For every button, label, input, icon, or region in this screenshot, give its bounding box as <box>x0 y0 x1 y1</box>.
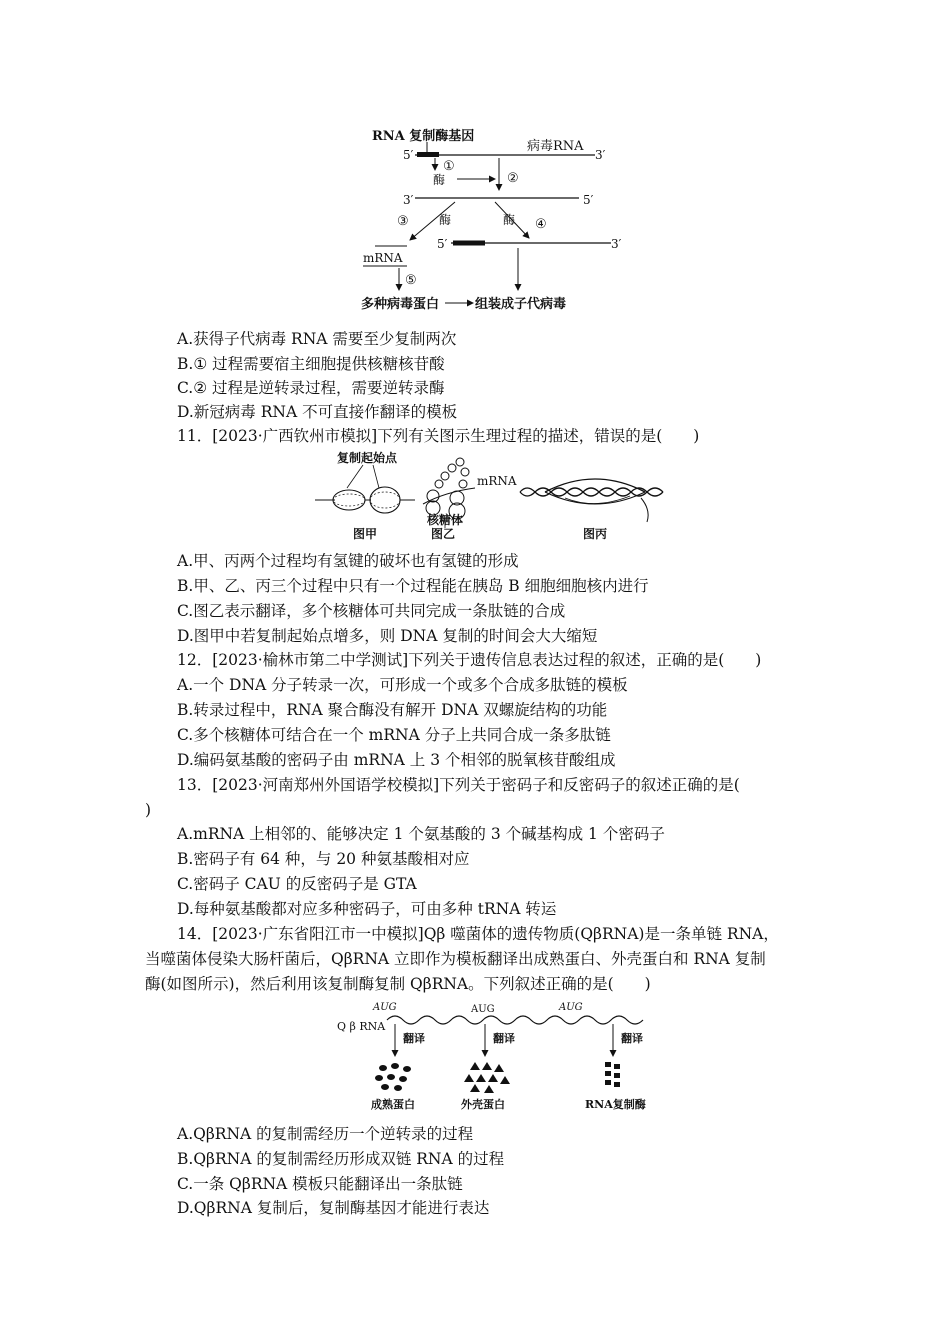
mature-protein-icon <box>375 1063 411 1091</box>
q11-stem: 11．[2023·广西钦州市模拟]下列有关图示生理过程的描述，错误的是( ) <box>177 427 700 445</box>
enzyme-label-1: 酶 <box>433 173 446 187</box>
q12-option-b: B.转录过程中，RNA 聚合酶没有解开 DNA 双螺旋结构的功能 <box>177 701 608 719</box>
q14-stem-line1: 14．[2023·广东省阳江市一中模拟]Qβ 噬菌体的遗传物质(QβRNA)是一条单链 RNA， <box>177 925 779 943</box>
coat-protein-label: 外壳蛋白 <box>461 1098 505 1111</box>
ribosome-label: 核糖体 <box>427 513 464 527</box>
label-5prime-mid: 5′ <box>583 193 594 207</box>
caption-fig-bing: 图丙 <box>583 527 608 541</box>
mature-protein-label: 成熟蛋白 <box>371 1098 415 1111</box>
step-4-marker: ④ <box>535 217 547 232</box>
q13-stem-end: ) <box>145 801 152 819</box>
q13-option-d: D.每种氨基酸都对应多种密码子，可由多种 tRNA 转运 <box>177 900 557 918</box>
fig-11-processes <box>305 448 675 544</box>
rna-replicase-gene-label: RNA 复制酶基因 <box>372 129 475 144</box>
coat-protein-icon <box>464 1062 510 1093</box>
enzyme-label-3: 酶 <box>503 213 516 227</box>
assemble-progeny-label: 组装成子代病毒 <box>475 297 567 312</box>
replicase-gene-segment <box>417 152 439 157</box>
q12-option-c: C.多个核糖体可结合在一个 mRNA 分子上共同合成一条多肽链 <box>177 726 611 744</box>
caption-fig-yi: 图乙 <box>431 527 456 541</box>
q14-option-d: D.QβRNA 复制后，复制酶基因才能进行表达 <box>177 1199 490 1217</box>
virus-rna-label: 病毒RNA <box>527 139 584 154</box>
qbeta-rna-strand <box>387 1016 643 1024</box>
transcription-bubble <box>545 479 645 492</box>
q14-option-a: A.QβRNA 的复制需经历一个逆转录的过程 <box>177 1125 474 1143</box>
enzyme-label-2: 酶 <box>439 213 452 227</box>
q14-stem-line3: 酶(如图所示)，然后利用该复制酶复制 QβRNA。下列叙述正确的是( ) <box>145 975 651 993</box>
qbeta-rna-label: Q β RNA <box>337 1020 386 1033</box>
q12-option-d: D.编码氨基酸的密码子由 mRNA 上 3 个相邻的脱氧核苷酸组成 <box>177 751 616 769</box>
virus-replication-diagram <box>355 122 635 317</box>
q10-option-c: C.② 过程是逆转录过程，需要逆转录酶 <box>177 379 445 397</box>
label-3prime-low: 3′ <box>611 237 622 251</box>
step-3-marker: ③ <box>397 214 409 229</box>
aug-label-2: AUG <box>471 1004 495 1015</box>
replication-bubble-2 <box>370 487 400 513</box>
translate-label-1: 翻译 <box>403 1032 425 1045</box>
q14-option-b: B.QβRNA 的复制需经历形成双链 RNA 的过程 <box>177 1150 505 1168</box>
caption-fig-jia: 图甲 <box>353 527 378 541</box>
aug-label-3: AUG <box>559 1002 583 1013</box>
qbeta-rna-translation-diagram <box>335 998 660 1116</box>
label-3prime-top: 3′ <box>595 148 606 162</box>
q14-stem-line2: 当噬菌体侵染大肠杆菌后，QβRNA 立即作为模板翻译出成熟蛋白、外壳蛋白和 RNA 复制 <box>145 950 766 968</box>
label-5prime-top: 5′ <box>403 148 414 162</box>
rna-replicase-icon <box>605 1062 620 1087</box>
q11-option-b: B.甲、乙、丙三个过程中只有一个过程能在胰岛 B 细胞细胞核内进行 <box>177 577 649 595</box>
q13-option-b: B.密码子有 64 种，与 20 种氨基酸相对应 <box>177 850 470 868</box>
mrna-label: mRNA <box>363 251 403 265</box>
mrna-label-fig2: mRNA <box>477 474 517 488</box>
replication-bubble-1 <box>333 490 365 510</box>
q12-option-a: A.一个 DNA 分子转录一次，可形成一个或多个合成多肽链的模板 <box>177 676 628 694</box>
q13-stem: 13．[2023·河南郑州外国语学校模拟]下列关于密码子和反密码子的叙述正确的是( <box>177 776 740 794</box>
q10-option-d: D.新冠病毒 RNA 不可直接作翻译的模板 <box>177 403 458 421</box>
step-2-marker: ② <box>507 171 519 186</box>
label-5prime-low: 5′ <box>437 237 448 251</box>
q10-option-b: B.① 过程需要宿主细胞提供核糖核苷酸 <box>177 355 445 373</box>
translate-label-3: 翻译 <box>621 1032 643 1045</box>
label-3prime-mid: 3′ <box>403 193 414 207</box>
q13-option-c: C.密码子 CAU 的反密码子是 GTA <box>177 875 417 893</box>
q11-option-a: A.甲、丙两个过程均有氢键的破坏也有氢键的形成 <box>177 552 519 570</box>
aug-label-1: AUG <box>373 1002 397 1013</box>
virus-proteins-label: 多种病毒蛋白 <box>361 297 440 312</box>
replication-origin-label: 复制起始点 <box>337 451 398 465</box>
rna-replicase-label: RNA复制酶 <box>585 1098 646 1111</box>
step-1-marker: ① <box>443 159 455 174</box>
q11-option-c: C.图乙表示翻译，多个核糖体可共同完成一条肽链的合成 <box>177 602 566 620</box>
q10-option-a: A.获得子代病毒 RNA 需要至少复制两次 <box>177 330 457 348</box>
q12-stem: 12．[2023·榆林市第二中学测试]下列关于遗传信息表达过程的叙述，正确的是( ) <box>177 651 762 669</box>
q11-option-d: D.图甲中若复制起始点增多，则 DNA 复制的时间会大大缩短 <box>177 627 598 645</box>
translate-label-2: 翻译 <box>493 1032 515 1045</box>
q13-option-a: A.mRNA 上相邻的、能够决定 1 个氨基酸的 3 个碱基构成 1 个密码子 <box>177 825 665 843</box>
q14-option-c: C.一条 QβRNA 模板只能翻译出一条肽链 <box>177 1175 463 1193</box>
step-5-marker: ⑤ <box>405 273 417 288</box>
